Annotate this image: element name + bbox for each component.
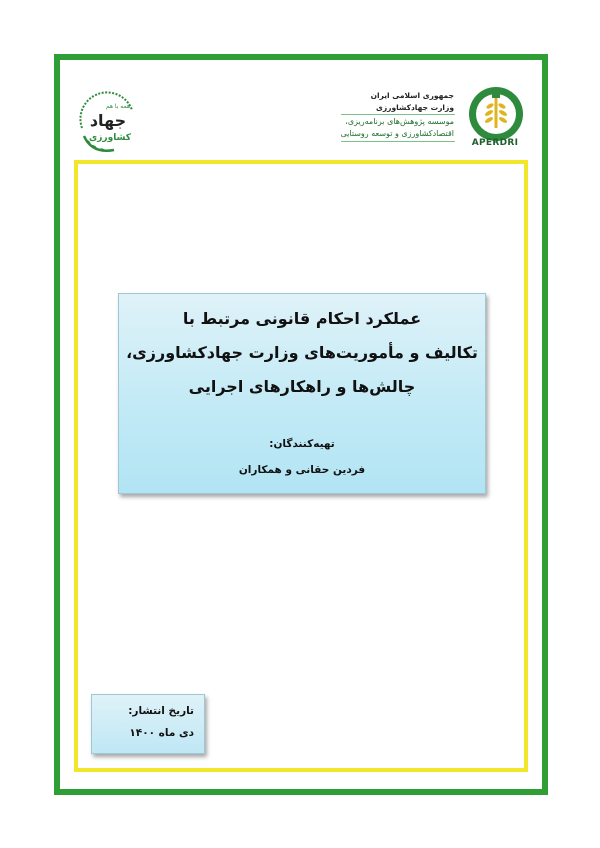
authors: فردین حقانی و همکاران bbox=[238, 464, 366, 476]
aperdri-logo-text: APERDRI bbox=[471, 138, 519, 148]
ministry-line2: وزارت جهادکشاورزی bbox=[375, 103, 454, 112]
title-line-1: عملکرد احکام قانونی مرتبط با bbox=[182, 309, 422, 328]
ministry-line1: جمهوری اسلامی ایران bbox=[370, 91, 454, 100]
institute-name bbox=[340, 116, 454, 140]
logo-main-text: جهاد bbox=[89, 111, 127, 130]
publication-date-box bbox=[91, 694, 205, 754]
title-line-2: تکالیف و مأموریت‌های وزارت جهادکشاورزی، bbox=[126, 343, 478, 362]
title-line-3: چالش‌ها و راهکارهای اجرایی bbox=[188, 377, 416, 396]
logo-top-text: همه با هم bbox=[105, 103, 131, 110]
publication-date: دی ماه ۱۴۰۰ bbox=[129, 727, 194, 739]
divider bbox=[341, 114, 455, 115]
divider bbox=[341, 141, 455, 142]
report-title bbox=[119, 302, 485, 404]
title-box bbox=[118, 293, 486, 494]
institute-line1: موسسه پژوهش‌های برنامه‌ریزی، bbox=[345, 117, 454, 126]
publication-date-label: تاریخ انتشار: bbox=[128, 705, 194, 717]
prepared-by-label: تهیه‌کنندگان: bbox=[269, 438, 335, 450]
ministry-name bbox=[371, 90, 454, 114]
logo-sub-text: کشاورزی bbox=[89, 133, 131, 143]
jahad-keshavarzi-logo-icon bbox=[72, 88, 142, 160]
institute-line2: اقتصادکشاورزی و توسعه روستایی bbox=[340, 129, 454, 138]
